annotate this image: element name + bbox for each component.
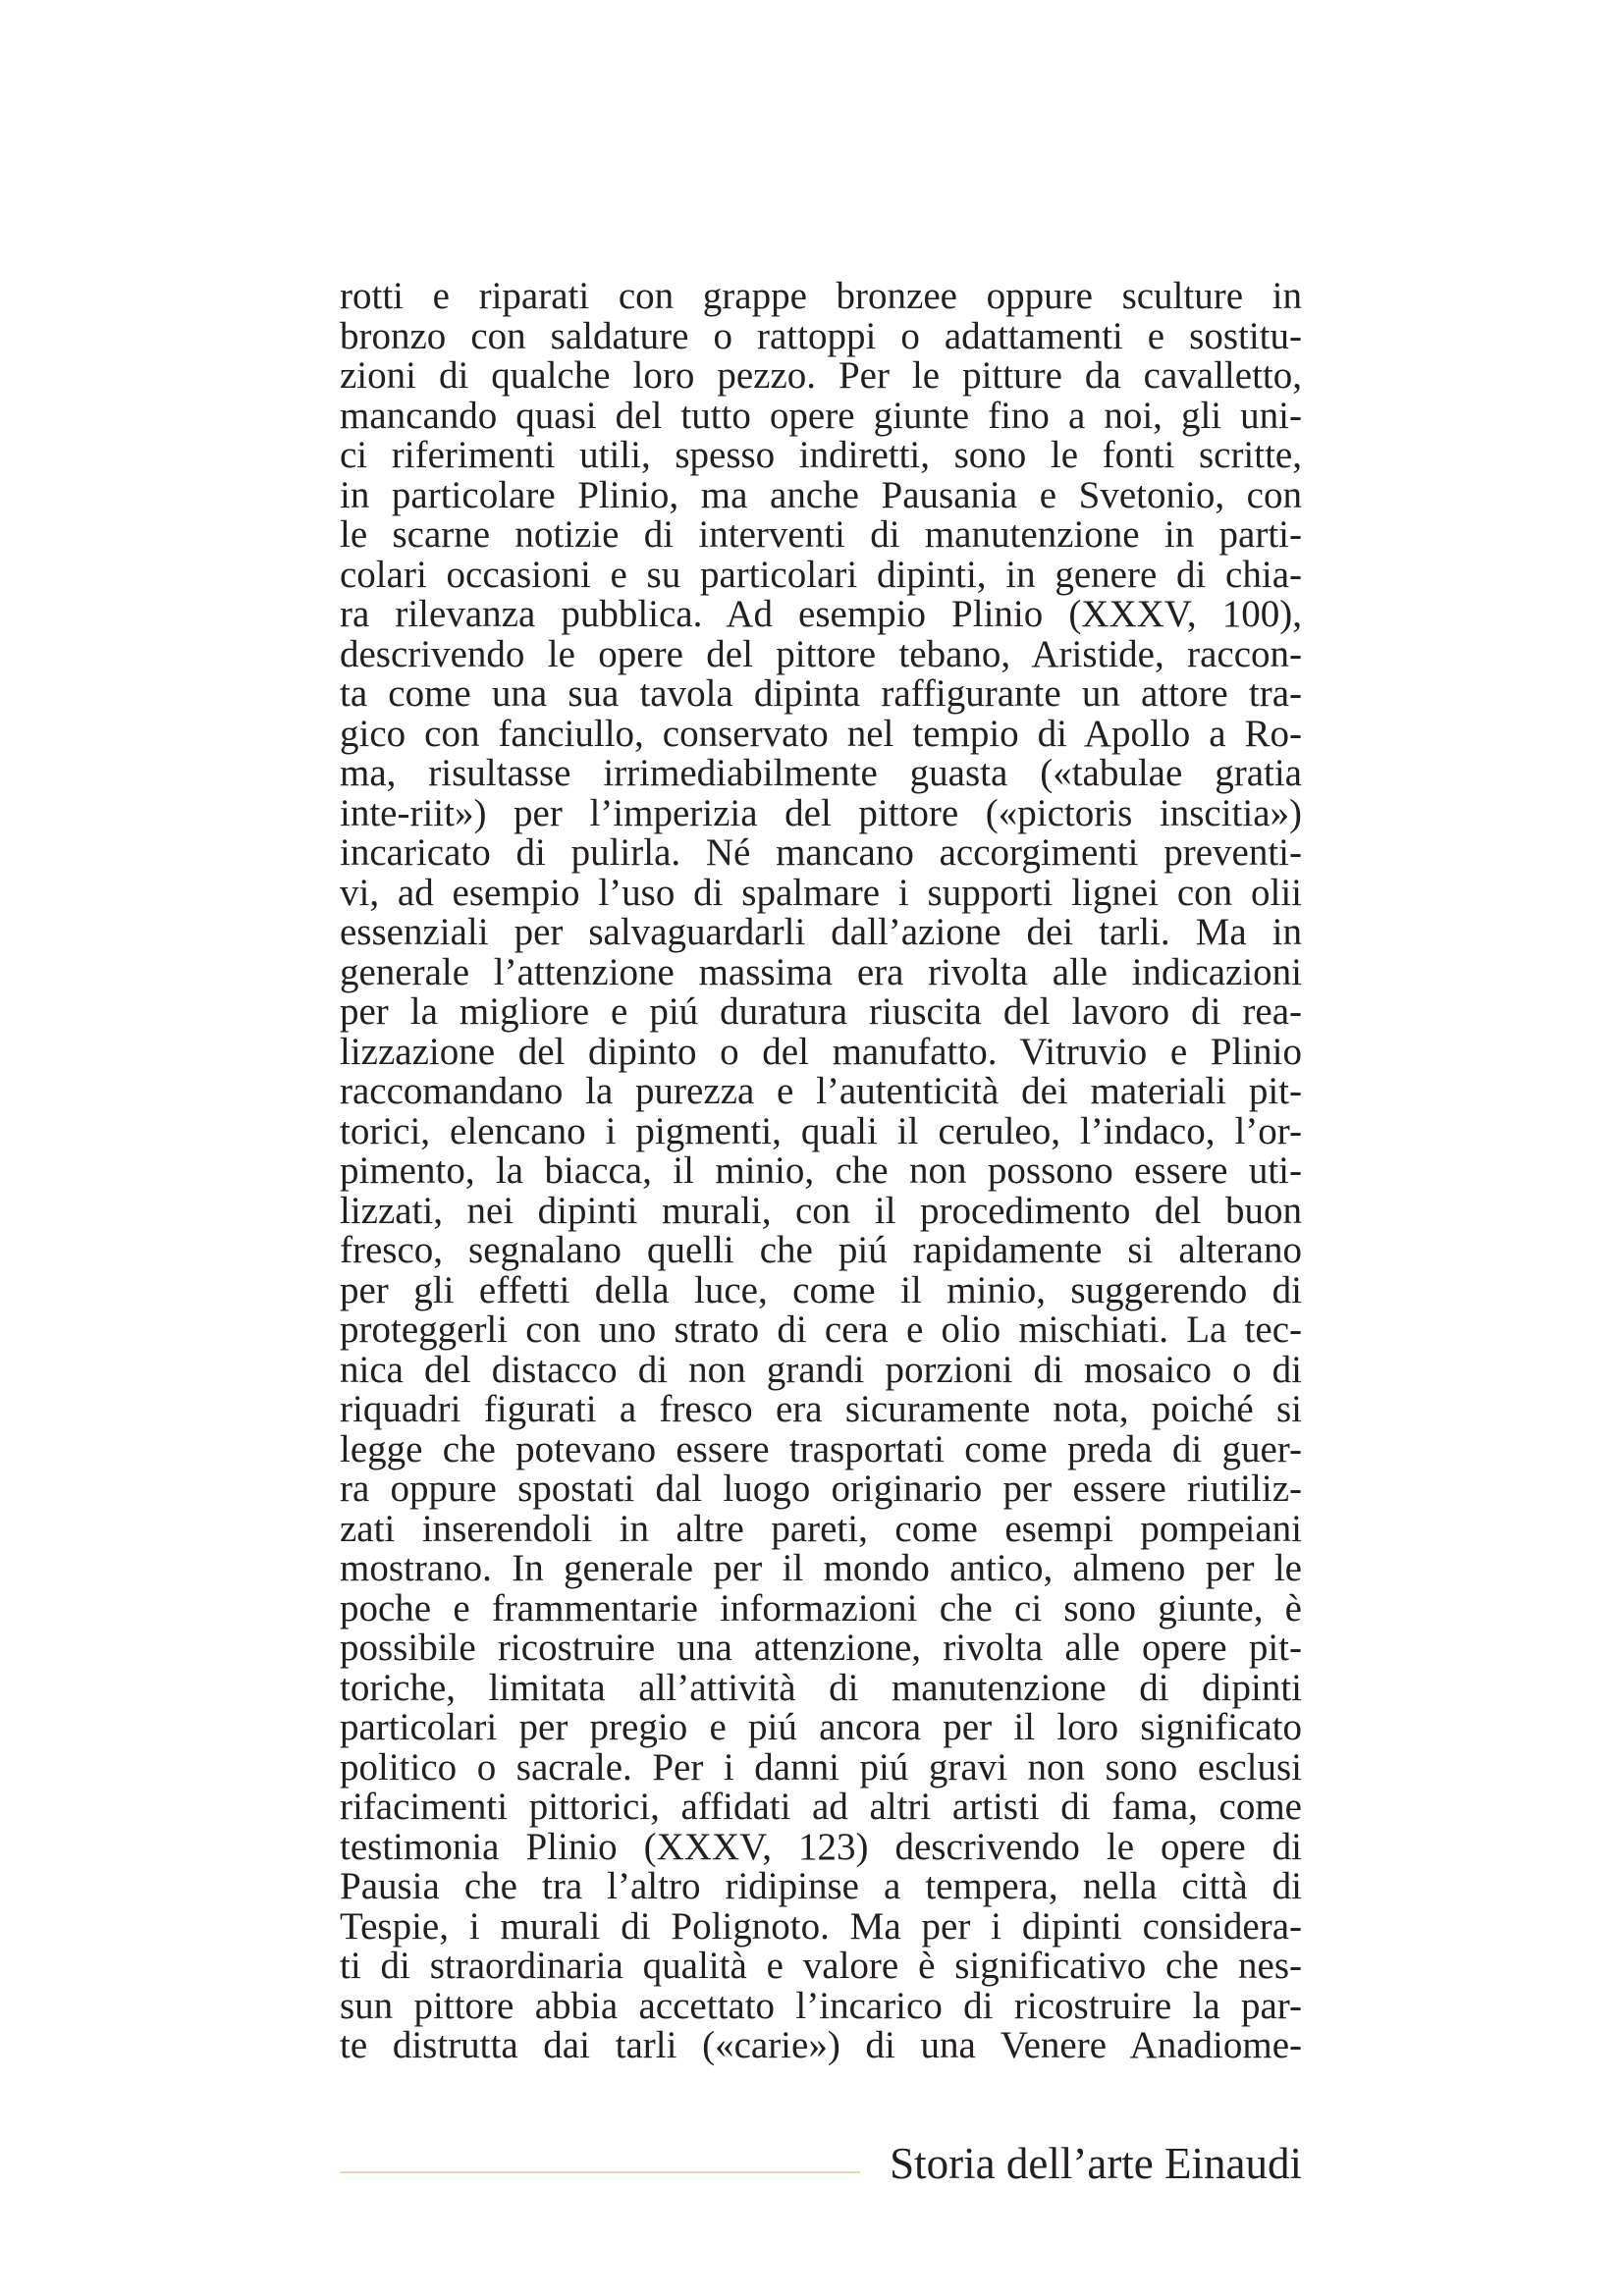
text-line: per gli effetti della luce, come il minio, suggerendo di <box>340 1268 1302 1311</box>
text-line: sun pittore abbia accettato l’incarico di ricostruire la par- <box>340 1984 1302 2027</box>
text-line: testimonia Plinio (XXXV, 123) descrivendo le opere di <box>340 1825 1302 1868</box>
text-line: Tespie, i murali di Polignoto. Ma per i dipinti considera- <box>340 1904 1302 1948</box>
text-line: inte-riit») per l’imperizia del pittore («pictoris inscitia») <box>340 791 1302 834</box>
text-line: colari occasioni e su particolari dipinti, in genere di chia- <box>340 553 1302 596</box>
text-line: Pausia che tra l’altro ridipinse a tempera, nella città di <box>340 1865 1302 1907</box>
text-line: zioni di qualche loro pezzo. Per le pitture da cavalletto, <box>340 354 1302 397</box>
text-line: legge che potevano essere trasportati come preda di guer- <box>340 1427 1302 1470</box>
footer-title: Storia dell’arte Einaudi <box>890 2139 1302 2188</box>
text-line: te distrutta dai tarli («carie») di una Venere Anadiome- <box>340 2024 1302 2066</box>
text-line: lizzazione del dipinto o del manufatto. Vitruvio e Plinio <box>340 1030 1302 1073</box>
text-line: raccomandano la purezza e l’autenticità dei materiali pit- <box>340 1070 1302 1112</box>
page-footer <box>340 2134 1302 2193</box>
text-line: pimento, la biacca, il minio, che non possono essere uti- <box>340 1149 1302 1192</box>
text-line: per la migliore e piú duratura riuscita del lavoro di rea- <box>340 990 1302 1033</box>
text-line: le scarne notizie di interventi di manutenzione in parti- <box>340 513 1302 556</box>
text-line: gico con fanciullo, conservato nel tempio di Apollo a Ro- <box>340 712 1302 755</box>
text-line: riquadri figurati a fresco era sicuramente nota, poiché si <box>340 1388 1302 1430</box>
text-line: bronzo con saldature o rattoppi o adattamenti e sostitu- <box>340 314 1302 357</box>
text-line: lizzati, nei dipinti murali, con il procedimento del buon <box>340 1189 1302 1232</box>
text-line: possibile ricostruire una attenzione, rivolta alle opere pit- <box>340 1627 1302 1669</box>
text-line: vi, ad esempio l’uso di spalmare i supporti lignei con olii <box>340 871 1302 914</box>
text-line: ma, risultasse irrimediabilmente guasta («tabulae gratia <box>340 752 1302 794</box>
text-line: torici, elencano i pigmenti, quali il ceruleo, l’indaco, l’or- <box>340 1109 1302 1152</box>
text-line: toriche, limitata all’attività di manutenzione di dipinti <box>340 1666 1302 1709</box>
text-line: rifacimenti pittorici, affidati ad altri artisti di fama, come <box>340 1786 1302 1828</box>
text-line: particolari per pregio e piú ancora per il loro significato <box>340 1706 1302 1748</box>
text-line: ci riferimenti utili, spesso indiretti, sono le fonti scritte, <box>340 434 1302 476</box>
text-line: politico o sacrale. Per i danni piú gravi non sono esclusi <box>340 1745 1302 1789</box>
text-line: zati inserendoli in altre pareti, come esempi pompeiani <box>340 1507 1302 1550</box>
text-line: ra rilevanza pubblica. Ad esempio Plinio (XXXV, 100), <box>340 593 1302 635</box>
text-line: ta come una sua tavola dipinta raffigurante un attore tra- <box>340 672 1302 715</box>
footer-rule <box>340 2171 860 2173</box>
text-line: essenziali per salvaguardarli dall’azione dei tarli. Ma in <box>340 911 1302 953</box>
text-line: in particolare Plinio, ma anche Pausania e Svetonio, con <box>340 473 1302 516</box>
text-line: generale l’attenzione massima era rivolta alle indicazioni <box>340 950 1302 993</box>
text-line: mancando quasi del tutto opere giunte fino a noi, gli uni- <box>340 394 1302 437</box>
text-line: ra oppure spostati dal luogo originario per essere riutiliz- <box>340 1468 1302 1510</box>
text-line: fresco, segnalano quelli che piú rapidamente si alterano <box>340 1229 1302 1271</box>
body-text <box>340 277 1302 2066</box>
text-line: incaricato di pulirla. Né mancano accorgimenti preventi- <box>340 831 1302 874</box>
text-line: mostrano. In generale per il mondo antico, almeno per le <box>340 1547 1302 1589</box>
text-line: poche e frammentarie informazioni che ci sono giunte, è <box>340 1586 1302 1629</box>
text-line: proteggerli con uno strato di cera e olio mischiati. La tec- <box>340 1308 1302 1351</box>
text-line: rotti e riparati con grappe bronzee oppure sculture in <box>340 275 1302 317</box>
text-line: nica del distacco di non grandi porzioni di mosaico o di <box>340 1348 1302 1391</box>
text-line: descrivendo le opere del pittore tebano, Aristide, raccon- <box>340 632 1302 675</box>
text-line: ti di straordinaria qualità e valore è significativo che nes- <box>340 1945 1302 1987</box>
